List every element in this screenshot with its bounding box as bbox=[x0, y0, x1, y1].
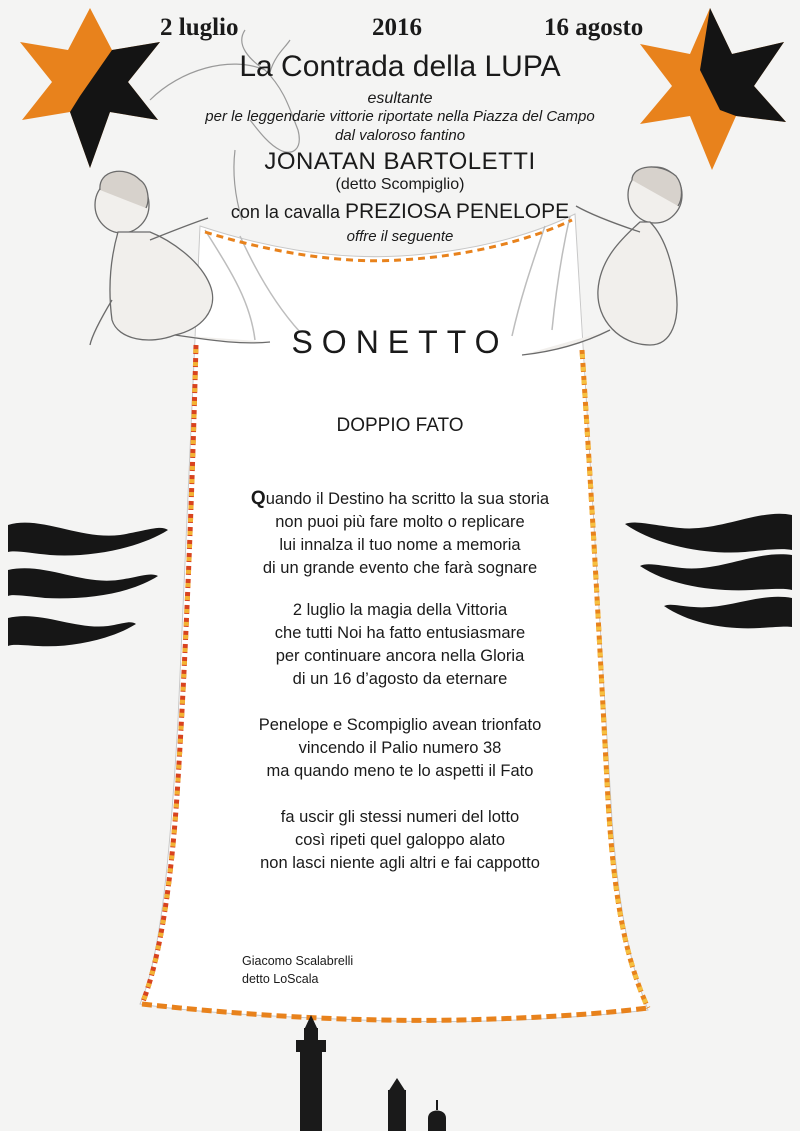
offre-text: offre il seguente bbox=[346, 228, 454, 245]
poem-line: non puoi più fare molto o replicare bbox=[275, 513, 525, 531]
sonetto-heading: SONETTO bbox=[291, 324, 509, 360]
poem-line: fa uscir gli stessi numeri del lotto bbox=[280, 808, 520, 826]
poem-line: di un grande evento che farà sognare bbox=[262, 559, 538, 577]
author-name: Giacomo Scalabrelli bbox=[242, 954, 354, 968]
fantino-intro: dal valoroso fantino bbox=[334, 127, 466, 144]
poem-title: DOPPIO FATO bbox=[336, 415, 464, 436]
date-left: 2 luglio bbox=[160, 14, 239, 41]
poem-line: ma quando meno te lo aspetti il Fato bbox=[266, 762, 534, 780]
horse-prefix: con la cavalla bbox=[230, 202, 340, 222]
author-alias: detto LoScala bbox=[242, 972, 319, 986]
right-star bbox=[640, 8, 786, 170]
drop-cap: Q bbox=[250, 488, 266, 509]
stanza-3 bbox=[0, 714, 800, 783]
stanza-1 bbox=[0, 487, 800, 580]
contrada-title: La Contrada della LUPA bbox=[239, 50, 561, 83]
poem-line: vincendo il Palio numero 38 bbox=[298, 739, 502, 757]
date-year: 2016 bbox=[372, 14, 422, 41]
poem-line: Penelope e Scompiglio avean trionfato bbox=[258, 716, 542, 734]
poem-line: di un 16 d’agosto da eternare bbox=[292, 670, 508, 688]
poem-line: per continuare ancora nella Gloria bbox=[275, 647, 525, 665]
author-signature bbox=[242, 952, 353, 988]
poem-line: non lasci niente agli altri e fai cappotto bbox=[260, 854, 540, 872]
poem-line-text: uando il Destino ha scritto la sua storia bbox=[265, 490, 550, 508]
poem-line: 2 luglio la magia della Vittoria bbox=[292, 601, 508, 619]
poem-line: lui innalza il tuo nome a memoria bbox=[279, 536, 521, 554]
horse-name: PREZIOSA PENELOPE bbox=[345, 200, 570, 223]
vittorie-text: per le leggendarie vittorie riportate nella Piazza del Campo bbox=[205, 108, 595, 125]
esultante-text: esultante bbox=[367, 90, 433, 107]
left-star bbox=[20, 8, 160, 168]
stanza-2 bbox=[0, 599, 800, 691]
jockey-nickname: (detto Scompiglio) bbox=[335, 176, 465, 193]
poem-line: così ripeti quel galoppo alato bbox=[294, 831, 506, 849]
horse-line bbox=[0, 200, 800, 224]
siena-skyline bbox=[296, 1015, 446, 1131]
stanza-4 bbox=[0, 806, 800, 875]
poem-line bbox=[0, 487, 800, 511]
jockey-name: JONATAN BARTOLETTI bbox=[264, 148, 536, 175]
poem-line: che tutti Noi ha fatto entusiasmare bbox=[274, 624, 526, 642]
date-right: 16 agosto bbox=[544, 14, 644, 41]
